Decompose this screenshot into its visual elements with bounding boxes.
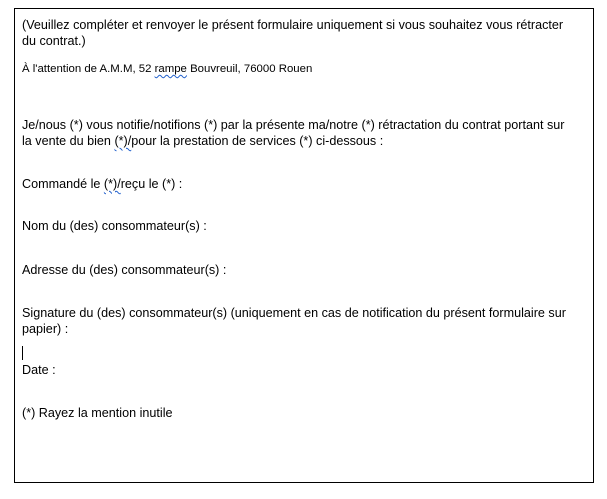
signature-line-1: Signature du (des) consommateur(s) (uniquement en cas de notification du présent formulaire sur <box>22 306 566 320</box>
notification-line-2-prefix: la vente du bien <box>22 134 115 148</box>
notification-line-2 <box>22 133 383 149</box>
consumer-address-label: Adresse du (des) consommateur(s) : <box>22 263 227 277</box>
notification-line-1: Je/nous (*) vous notifie/notifions (*) par la présente ma/notre (*) rétractation du contrat portant sur <box>22 118 565 132</box>
ordered-prefix: Commandé le <box>22 177 104 191</box>
notification-line-2-flagged: (*)/ <box>114 134 132 148</box>
ordered-flagged: (*)/ <box>103 177 121 191</box>
intro-line-1: (Veuillez compléter et renvoyer le présent formulaire uniquement si vous souhaitez vous rétracter <box>22 18 564 32</box>
date-label: Date : <box>22 363 56 377</box>
ordered-suffix: reçu le (*) : <box>120 177 183 191</box>
text-cursor[interactable] <box>22 346 23 360</box>
notification-line-2-suffix: pour la prestation de services (*) ci-dessous : <box>131 134 384 148</box>
intro-line-2: du contrat.) <box>22 34 86 48</box>
address-line <box>22 61 312 77</box>
footnote: (*) Rayez la mention inutile <box>22 406 173 420</box>
ordered-line <box>22 176 182 192</box>
address-suffix: Bouvreuil, 76000 Rouen <box>186 63 313 75</box>
address-flagged-word: rampe <box>154 63 187 75</box>
address-prefix: À l'attention de A.M.M, 52 <box>22 63 155 75</box>
consumer-name-label: Nom du (des) consommateur(s) : <box>22 219 207 233</box>
signature-line-2: papier) : <box>22 322 69 336</box>
